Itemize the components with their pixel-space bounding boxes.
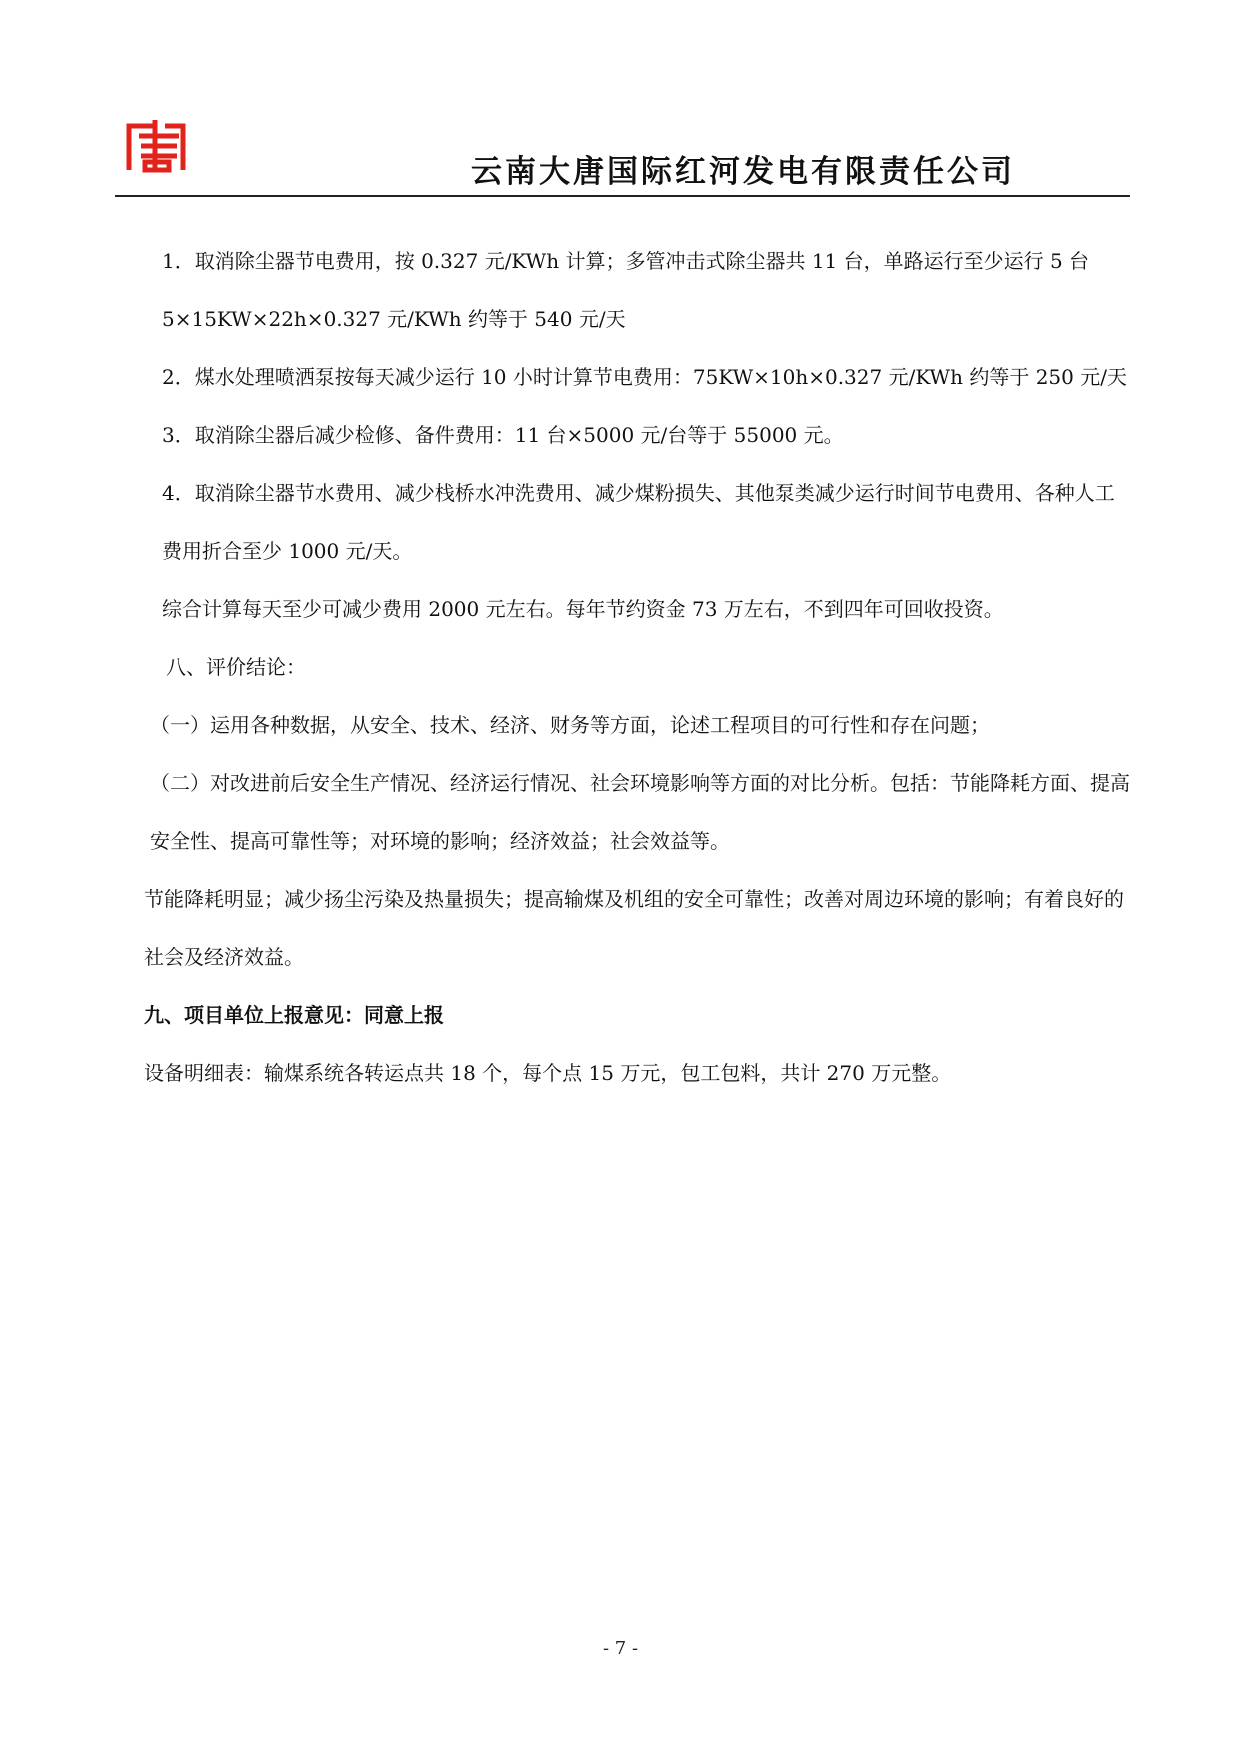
company-name: 云南大唐国际红河发电有限责任公司 bbox=[471, 154, 1015, 190]
section-heading-submission: 九、项目单位上报意见：同意上报 bbox=[144, 1003, 444, 1027]
section-heading-evaluation: 八、评价结论： bbox=[166, 655, 306, 679]
datang-logo-icon bbox=[125, 118, 187, 174]
document-body bbox=[144, 232, 1130, 1102]
paragraph-calculation-1: 5×15KW×22h×0.327 元/KWh 约等于 540 元/天 bbox=[162, 307, 626, 331]
paragraph-conclusion-2: （二）对改进前后安全生产情况、经济运行情况、社会环境影响等方面的对比分析。包括：节能降耗方面、提高安全性、提高可靠性等；对环境的影响；经济效益；社会效益等。 bbox=[150, 771, 1130, 853]
paragraph-equipment-list: 设备明细表：输煤系统各转运点共 18 个，每个点 15 万元，包工包料，共计 270 万元整。 bbox=[144, 1061, 952, 1085]
header-divider bbox=[115, 195, 1130, 197]
paragraph-item-2: 2．煤水处理喷洒泵按每天减少运行 10 小时计算节电费用：75KW×10h×0.327 元/KWh 约等于 250 元/天 bbox=[162, 365, 1127, 389]
paragraph-conclusion-1: （一）运用各种数据，从安全、技术、经济、财务等方面，论述工程项目的可行性和存在问题； bbox=[150, 713, 990, 737]
paragraph-item-1: 1．取消除尘器节电费用，按 0.327 元/KWh 计算；多管冲击式除尘器共 11 台，单路运行至少运行 5 台 bbox=[162, 249, 1090, 273]
page-header bbox=[115, 110, 1130, 196]
paragraph-item-4: 4．取消除尘器节水费用、减少栈桥水冲洗费用、减少煤粉损失、其他泵类减少运行时间节电费用、各种人工费用折合至少 1000 元/天。 bbox=[162, 481, 1115, 563]
page-number: - 7 - bbox=[602, 1638, 639, 1659]
paragraph-benefits: 节能降耗明显；减少扬尘污染及热量损失；提高输煤及机组的安全可靠性；改善对周边环境的影响；有着良好的社会及经济效益。 bbox=[144, 887, 1124, 969]
paragraph-summary: 综合计算每天至少可减少费用 2000 元左右。每年节约资金 73 万左右，不到四年可回收投资。 bbox=[162, 597, 1004, 621]
paragraph-item-3: 3．取消除尘器后减少检修、备件费用：11 台×5000 元/台等于 55000 元。 bbox=[162, 423, 844, 447]
